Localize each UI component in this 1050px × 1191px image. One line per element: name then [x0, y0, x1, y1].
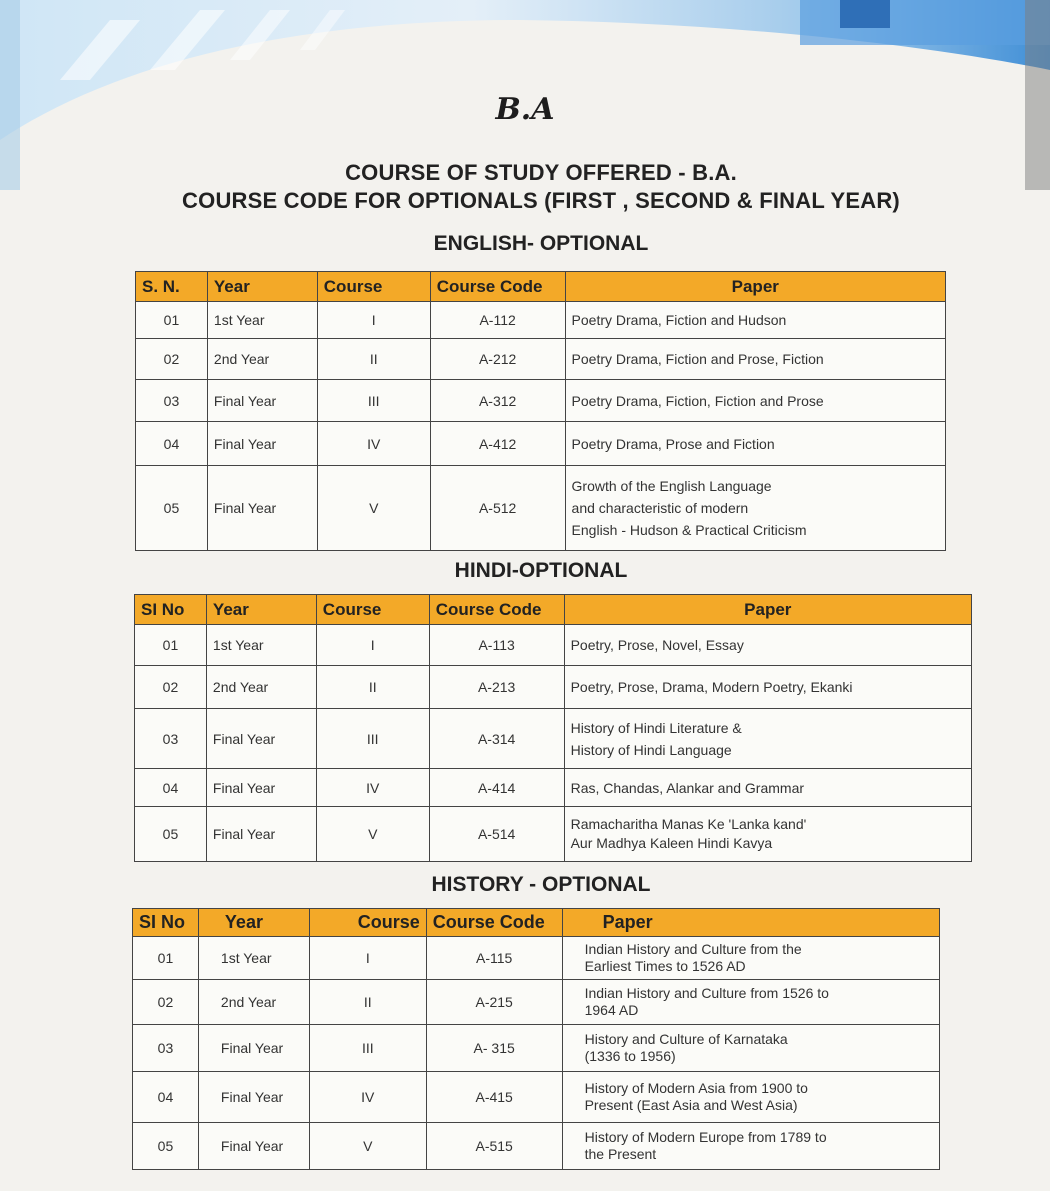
- paper-line: Present (East Asia and West Asia): [584, 1097, 798, 1113]
- year-cell: Final Year: [207, 422, 317, 466]
- course-cell: III: [316, 709, 429, 769]
- course-cell: II: [309, 980, 426, 1025]
- course-cell: IV: [317, 422, 430, 466]
- sn-cell: 01: [133, 937, 199, 980]
- year-cell: Final Year: [206, 769, 316, 807]
- course-cell: III: [309, 1025, 426, 1072]
- code-cell: A-514: [429, 807, 564, 862]
- paper-line: and characteristic of modern: [571, 500, 749, 516]
- column-header: Paper: [565, 272, 945, 302]
- code-cell: A-113: [429, 625, 564, 666]
- course-subtitle: COURSE CODE FOR OPTIONALS (FIRST , SECOND & FINAL YEAR): [182, 188, 900, 213]
- paper-cell: [565, 422, 945, 466]
- paper-cell: [564, 807, 971, 862]
- sn-cell: 02: [133, 980, 199, 1025]
- paper-cell: [565, 380, 945, 422]
- paper-line: the Present: [584, 1146, 657, 1162]
- table-row: [136, 380, 946, 422]
- code-cell: A-212: [430, 339, 565, 380]
- sn-cell: 03: [135, 709, 207, 769]
- paper-cell: [565, 302, 945, 339]
- code-cell: A- 315: [426, 1025, 562, 1072]
- english-table: [135, 271, 946, 551]
- table-row: [135, 666, 972, 709]
- hindi-heading: HINDI-OPTIONAL: [454, 559, 628, 582]
- code-cell: A-112: [430, 302, 565, 339]
- sn-cell: 02: [135, 666, 207, 709]
- course-cell: II: [317, 339, 430, 380]
- table-row: [135, 769, 972, 807]
- paper-line: Poetry Drama, Fiction and Hudson: [571, 312, 787, 328]
- paper-line: History of Modern Asia from 1900 to: [584, 1080, 808, 1096]
- course-cell: I: [309, 937, 426, 980]
- code-cell: A-314: [429, 709, 564, 769]
- sn-cell: 04: [133, 1072, 199, 1123]
- paper-line: History and Culture of Karnataka: [584, 1031, 788, 1047]
- year-cell: 2nd Year: [207, 339, 317, 380]
- paper-line: Poetry Drama, Prose and Fiction: [571, 435, 775, 452]
- paper-line: Aur Madhya Kaleen Hindi Kavya: [570, 835, 773, 851]
- table-header-row: [133, 909, 940, 937]
- column-header: Paper: [564, 595, 971, 625]
- paper-line: Ramacharitha Manas Ke 'Lanka kand': [570, 816, 807, 832]
- paper-line: Ras, Chandas, Alankar and Grammar: [570, 779, 805, 796]
- course-cell: IV: [316, 769, 429, 807]
- paper-line: Indian History and Culture from the: [584, 941, 802, 957]
- paper-cell: [562, 980, 939, 1025]
- year-cell: 1st Year: [206, 625, 316, 666]
- year-cell: 1st Year: [198, 937, 309, 980]
- paper-line: (1336 to 1956): [584, 1048, 676, 1064]
- paper-cell: [564, 769, 971, 807]
- table-row: [136, 302, 946, 339]
- sn-cell: 05: [135, 807, 207, 862]
- paper-line: Poetry Drama, Fiction, Fiction and Prose: [571, 392, 824, 409]
- paper-cell: [564, 709, 971, 769]
- sn-cell: 05: [136, 466, 208, 551]
- course-cell: V: [317, 466, 430, 551]
- code-cell: A-515: [426, 1123, 562, 1170]
- code-cell: A-412: [430, 422, 565, 466]
- course-cell: IV: [309, 1072, 426, 1123]
- year-cell: Final Year: [198, 1123, 309, 1170]
- paper-line: 1964 AD: [584, 1002, 639, 1018]
- sn-cell: 01: [135, 625, 207, 666]
- course-cell: II: [316, 666, 429, 709]
- sn-cell: 05: [133, 1123, 199, 1170]
- paper-line: Earliest Times to 1526 AD: [584, 958, 746, 974]
- paper-cell: [565, 339, 945, 380]
- column-header: Course Code: [429, 595, 564, 625]
- history-table: [132, 908, 940, 1170]
- sn-cell: 03: [133, 1025, 199, 1072]
- sn-cell: 03: [136, 380, 208, 422]
- column-header: Course Code: [426, 909, 562, 937]
- course-title: COURSE OF STUDY OFFERED - B.A.: [345, 160, 737, 185]
- sn-cell: 02: [136, 339, 208, 380]
- paper-cell: [564, 625, 971, 666]
- column-header: Year: [198, 909, 309, 937]
- code-cell: A-312: [430, 380, 565, 422]
- year-cell: 2nd Year: [198, 980, 309, 1025]
- course-cell: III: [317, 380, 430, 422]
- column-header: Course: [309, 909, 426, 937]
- table-header-row: [136, 272, 946, 302]
- table-row: [133, 980, 940, 1025]
- table-row: [136, 339, 946, 380]
- paper-line: Poetry, Prose, Drama, Modern Poetry, Ekanki: [570, 679, 853, 695]
- column-header: Paper: [562, 909, 939, 937]
- year-cell: Final Year: [198, 1025, 309, 1072]
- page-title: B.A: [495, 92, 555, 127]
- paper-cell: [564, 666, 971, 709]
- sn-cell: 04: [135, 769, 207, 807]
- table-row: [133, 1025, 940, 1072]
- hindi-table: [134, 594, 972, 862]
- year-cell: Final Year: [206, 709, 316, 769]
- paper-line: Indian History and Culture from 1526 to: [584, 985, 829, 1001]
- column-header: SI No: [133, 909, 199, 937]
- paper-line: English - Hudson & Practical Criticism: [571, 522, 807, 538]
- course-cell: I: [316, 625, 429, 666]
- table-row: [135, 625, 972, 666]
- year-cell: 1st Year: [207, 302, 317, 339]
- table-row: [135, 807, 972, 862]
- table-row: [133, 1123, 940, 1170]
- course-cell: I: [317, 302, 430, 339]
- column-header: Course Code: [430, 272, 565, 302]
- column-header: SI No: [135, 595, 207, 625]
- year-cell: Final Year: [207, 466, 317, 551]
- paper-line: History of Modern Europe from 1789 to: [584, 1129, 827, 1145]
- year-cell: Final Year: [207, 380, 317, 422]
- table-header-row: [135, 595, 972, 625]
- code-cell: A-415: [426, 1072, 562, 1123]
- year-cell: 2nd Year: [206, 666, 316, 709]
- paper-line: Growth of the English Language: [571, 478, 772, 494]
- code-cell: A-213: [429, 666, 564, 709]
- paper-line: Poetry, Prose, Novel, Essay: [570, 637, 744, 653]
- course-cell: V: [316, 807, 429, 862]
- table-row: [133, 1072, 940, 1123]
- paper-cell: [562, 1072, 939, 1123]
- column-header: Course: [316, 595, 429, 625]
- code-cell: A-414: [429, 769, 564, 807]
- code-cell: A-115: [426, 937, 562, 980]
- column-header: Year: [207, 272, 317, 302]
- sn-cell: 01: [136, 302, 208, 339]
- paper-cell: [562, 1025, 939, 1072]
- paper-line: History of Hindi Language: [570, 741, 732, 758]
- paper-cell: [565, 466, 945, 551]
- history-heading: HISTORY - OPTIONAL: [431, 873, 651, 896]
- year-cell: Final Year: [206, 807, 316, 862]
- table-row: [136, 422, 946, 466]
- course-cell: V: [309, 1123, 426, 1170]
- paper-cell: [562, 937, 939, 980]
- column-header: S. N.: [136, 272, 208, 302]
- table-row: [133, 937, 940, 980]
- paper-line: Poetry Drama, Fiction and Prose, Fiction: [571, 351, 824, 367]
- column-header: Course: [317, 272, 430, 302]
- table-row: [135, 709, 972, 769]
- table-row: [136, 466, 946, 551]
- paper-line: History of Hindi Literature &: [570, 719, 742, 736]
- column-header: Year: [206, 595, 316, 625]
- english-heading: ENGLISH- OPTIONAL: [433, 232, 649, 255]
- year-cell: Final Year: [198, 1072, 309, 1123]
- code-cell: A-215: [426, 980, 562, 1025]
- code-cell: A-512: [430, 466, 565, 551]
- sn-cell: 04: [136, 422, 208, 466]
- paper-cell: [562, 1123, 939, 1170]
